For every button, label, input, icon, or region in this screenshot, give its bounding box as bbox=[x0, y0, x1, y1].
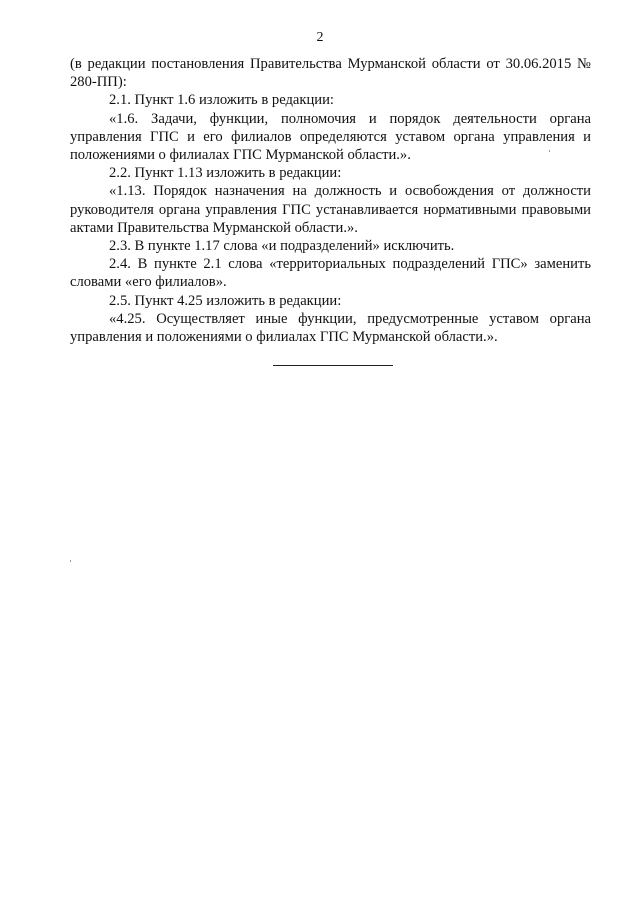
paragraph-amendment-reference: (в редакции постановления Правительства Мурманской области от 30.06.2015 № 280-ПП): bbox=[70, 56, 591, 91]
paragraph-2-5: 2.5. Пункт 4.25 изложить в редакции: bbox=[109, 292, 342, 309]
document-body bbox=[70, 55, 591, 346]
scan-speck bbox=[70, 560, 71, 562]
end-separator-line bbox=[273, 365, 393, 366]
paragraph-2-4: 2.4. В пункте 2.1 слова «территориальных подразделений ГПС» заменить словами «его филиалов». bbox=[70, 256, 591, 291]
paragraph-2-2: 2.2. Пункт 1.13 изложить в редакции: bbox=[109, 165, 342, 182]
page-number: 2 bbox=[316, 30, 324, 45]
scan-speck bbox=[549, 150, 550, 152]
paragraph-quote-4-25: «4.25. Осуществляет иные функции, предусмотренные уставом органа управления и положениями о филиалах ГПС Мурманской области.». bbox=[70, 310, 591, 346]
paragraph-quote-1-13: «1.13. Порядок назначения на должность и освобождения от должности руководителя органа управления ГПС устанавливается нормативными правовыми актами Правительства Мурманской области.». bbox=[70, 183, 591, 236]
paragraph-2-3: 2.3. В пункте 1.17 слова «и подразделений» исключить. bbox=[109, 238, 455, 255]
paragraph-2-1: 2.1. Пункт 1.6 изложить в редакции: bbox=[109, 92, 334, 109]
paragraph-quote-1-6: «1.6. Задачи, функции, полномочия и порядок деятельности органа управления ГПС и его филиалов определяются уставом органа управления и положениями о филиалах ГПС Мурманской области.». bbox=[70, 110, 591, 164]
